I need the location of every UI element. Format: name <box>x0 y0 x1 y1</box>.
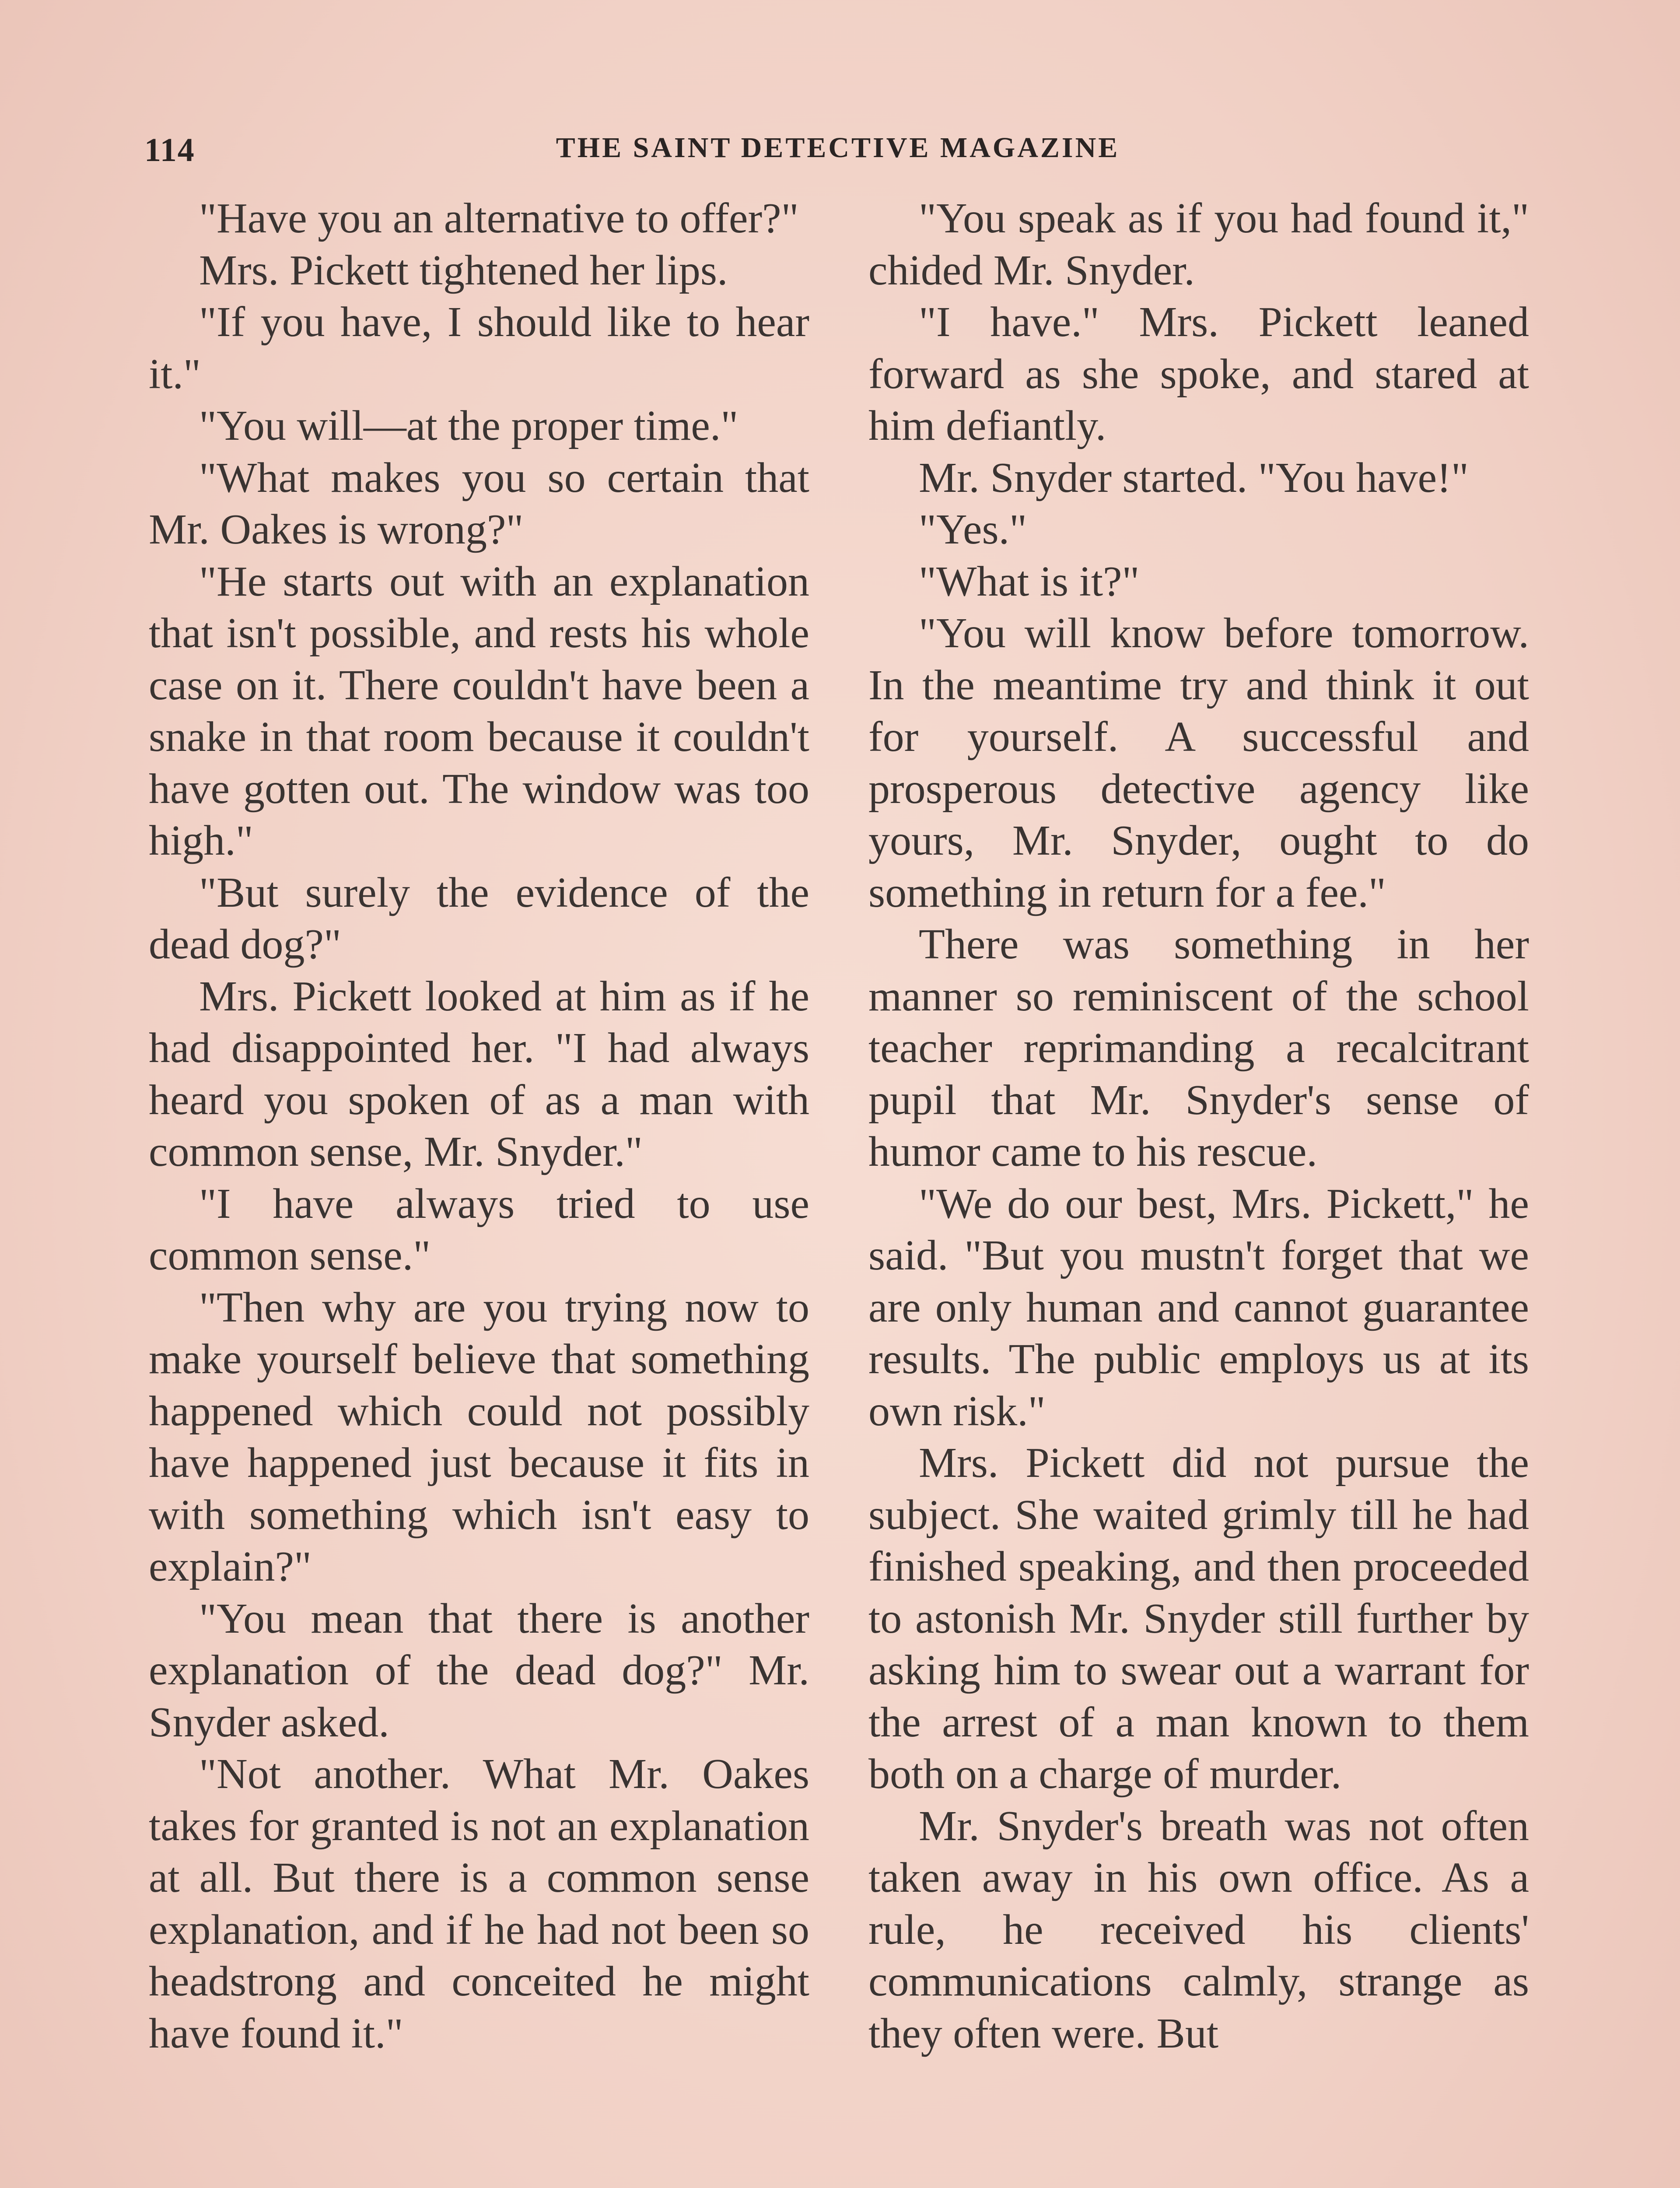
paragraph: "He starts out with an explanation that isn't possible, and rests his whole case on it. There couldn't have been a snake in that room because it couldn't have gotten out. The window was too high." <box>149 558 809 864</box>
paragraph: Mrs. Pickett tightened her lips. <box>199 246 728 294</box>
page-number: 114 <box>144 132 195 168</box>
paragraph: "I have." Mrs. Pickett leaned forward as she spoke, and stared at him defiantly. <box>868 298 1529 449</box>
paragraph: Mrs. Pickett looked at him as if he had disappointed her. "I had always heard you spoken of as a man with common sense, Mr. Snyder." <box>149 972 809 1175</box>
paragraph: "We do our best, Mrs. Pickett," he said. "But you mustn't forget that we are only human and cannot guarantee results. The public employs us at its own risk." <box>868 1180 1529 1435</box>
paragraph: "If you have, I should like to hear it." <box>149 298 809 398</box>
paragraph: "You mean that there is another explanation of the dead dog?" Mr. Snyder asked. <box>149 1595 809 1746</box>
paragraph: There was something in her manner so reminiscent of the school teacher reprimanding a recalcitrant pupil that Mr. Snyder's sense of humor came to his rescue. <box>868 921 1529 1175</box>
paragraph: "Yes." <box>919 506 1027 553</box>
paragraph: "Have you an alternative to offer?" <box>199 195 799 242</box>
paragraph: "You will—at the proper time." <box>199 402 738 449</box>
paragraph: "But surely the evidence of the dead dog?" <box>149 869 809 968</box>
paragraph: "What is it?" <box>919 558 1140 605</box>
paragraph: "What makes you so certain that Mr. Oakes is wrong?" <box>149 454 809 553</box>
paragraph: "Not another. What Mr. Oakes takes for granted is not an explanation at all. But there is a common sense explanation, and if he had not been so headstrong and conceited he might have found it." <box>149 1750 809 2057</box>
running-head: THE SAINT DETECTIVE MAGAZINE <box>556 132 1120 164</box>
paragraph: Mr. Snyder's breath was not often taken away in his own office. As a rule, he received his clients' communications calmly, strange as they often were. But <box>868 1802 1529 2057</box>
paragraph: Mrs. Pickett did not pursue the subject. She waited grimly till he had finished speaking, and then proceeded to astonish Mr. Snyder still further by asking him to swear out a warrant for the arrest of a man known to them both on a charge of murder. <box>868 1439 1529 1798</box>
right-text-column <box>868 193 1529 2059</box>
left-text-column <box>149 193 809 2059</box>
paragraph: "Then why are you trying now to make yourself believe that something happened which could not possibly have happened just because it fits in with something which isn't easy to explain?" <box>149 1283 809 1590</box>
page-header <box>144 131 1531 179</box>
paragraph: "I have always tried to use common sense." <box>149 1180 809 1279</box>
paragraph: "You will know before tomorrow. In the meantime try and think it out for yourself. A successful and prosperous detective agency like yours, Mr. Snyder, ought to do something in return for a fee." <box>868 610 1529 916</box>
paragraph: "You speak as if you had found it," chided Mr. Snyder. <box>868 195 1529 294</box>
paragraph: Mr. Snyder started. "You have!" <box>919 454 1469 501</box>
